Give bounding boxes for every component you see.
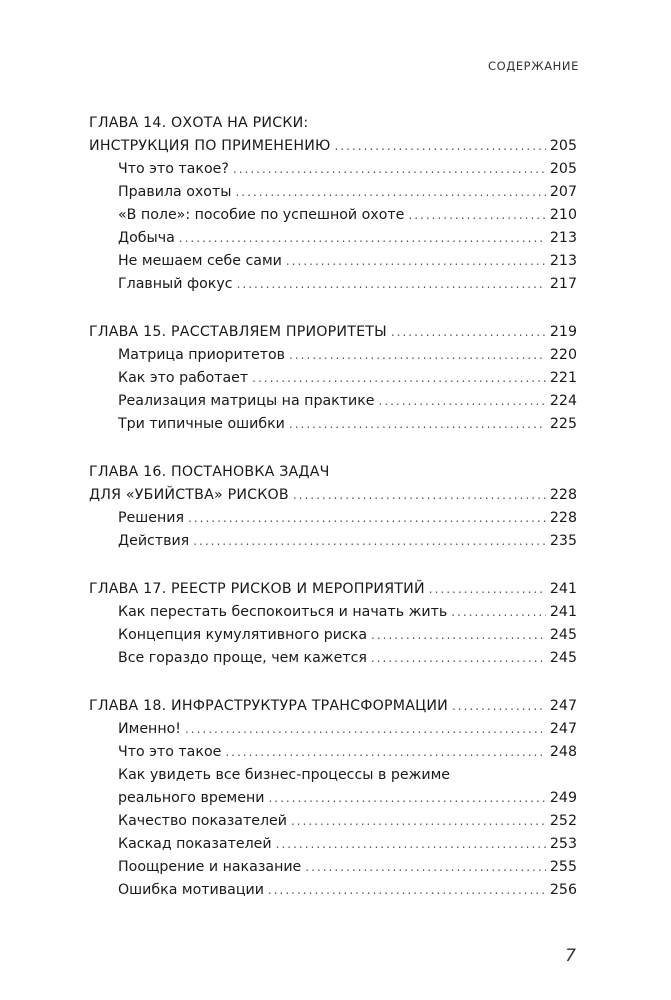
- toc-entry-page: 248: [549, 744, 577, 760]
- chapter-heading-title: ИНСТРУКЦИЯ ПО ПРИМЕНЕНИЮ: [89, 138, 331, 154]
- chapter-heading: [89, 112, 577, 135]
- dot-leader: [268, 787, 545, 810]
- toc-entry-title: Добыча: [118, 230, 175, 246]
- dot-leader: [429, 578, 546, 601]
- toc-entry-title: Ошибка мотивации: [118, 882, 264, 898]
- dot-leader: [371, 647, 546, 670]
- chapter-heading: [89, 461, 577, 484]
- toc-entry-title: Как увидеть все бизнес-процессы в режиме: [118, 767, 451, 783]
- toc-entry: [89, 344, 577, 367]
- toc-entry: [89, 158, 577, 181]
- toc-entry-title: Качество показателей: [118, 813, 287, 829]
- toc-entry-page: 221: [549, 370, 577, 386]
- dot-leader: [185, 718, 546, 741]
- toc-entry-page: 225: [549, 416, 577, 432]
- chapter-heading: [89, 484, 577, 507]
- chapter-heading: [89, 321, 577, 344]
- toc-chapter: [89, 112, 577, 296]
- toc-entry-page: 207: [549, 184, 577, 200]
- toc-entry: [89, 601, 577, 624]
- toc-entry: [89, 204, 577, 227]
- toc-entry-page: 217: [549, 276, 577, 292]
- toc-entry-page: 245: [549, 650, 577, 666]
- toc-entry-title: Не мешаем себе сами: [118, 253, 282, 269]
- toc-entry: [89, 856, 577, 879]
- toc-entry-title: Все гораздо проще, чем кажется: [118, 650, 367, 666]
- toc-entry-page: 255: [549, 859, 577, 875]
- chapter-heading: [89, 578, 577, 601]
- toc-entry: [89, 413, 577, 436]
- dot-leader: [233, 158, 546, 181]
- toc-entry: [89, 507, 577, 530]
- toc-entry-page: 213: [549, 253, 577, 269]
- toc-entry-title: Именно!: [118, 721, 181, 737]
- dot-leader: [379, 390, 546, 413]
- toc-entry: [89, 390, 577, 413]
- toc-entry-page: 252: [549, 813, 577, 829]
- dot-leader: [179, 227, 546, 250]
- toc-entry: [89, 810, 577, 833]
- page-number: 7: [565, 946, 576, 966]
- toc-entry-title: реального времени: [118, 790, 265, 806]
- toc-entry-title: Как это работает: [118, 370, 249, 386]
- toc-entry-page: 228: [549, 510, 577, 526]
- toc-entry-title: Что это такое?: [118, 161, 229, 177]
- toc-entry-title: Что это такое: [118, 744, 222, 760]
- toc-chapter: [89, 321, 577, 436]
- toc-entry: [89, 647, 577, 670]
- chapter-heading-page: 247: [549, 698, 577, 714]
- dot-leader: [305, 856, 546, 879]
- toc-entry: [89, 181, 577, 204]
- toc-entry-title: Поощрение и наказание: [118, 859, 302, 875]
- toc-chapter: [89, 578, 577, 670]
- chapter-heading-page: 205: [549, 138, 577, 154]
- toc-entry-title: «В поле»: пособие по успешной охоте: [118, 207, 405, 223]
- toc-entry: [89, 833, 577, 856]
- toc-entry-page: 253: [549, 836, 577, 852]
- chapter-heading-title: ГЛАВА 17. РЕЕСТР РИСКОВ И МЕРОПРИЯТИЙ: [89, 581, 425, 597]
- toc-entry: [89, 624, 577, 647]
- chapter-heading-title: ГЛАВА 14. ОХОТА НА РИСКИ:: [89, 115, 309, 131]
- toc-entry: [89, 367, 577, 390]
- toc-entry-page: 210: [549, 207, 577, 223]
- toc-entry-page: 241: [549, 604, 577, 620]
- dot-leader: [293, 484, 546, 507]
- dot-leader: [289, 413, 546, 436]
- toc-entry: [89, 741, 577, 764]
- table-of-contents: [89, 112, 577, 927]
- chapter-heading: [89, 695, 577, 718]
- chapter-heading-title: ДЛЯ «УБИЙСТВА» РИСКОВ: [89, 487, 289, 503]
- toc-entry: [89, 787, 577, 810]
- chapter-heading-page: 219: [549, 324, 577, 340]
- dot-leader: [286, 250, 546, 273]
- dot-leader: [289, 344, 546, 367]
- toc-entry: [89, 718, 577, 741]
- chapter-heading: [89, 135, 577, 158]
- toc-entry-title: Три типичные ошибки: [118, 416, 285, 432]
- toc-entry-page: 245: [549, 627, 577, 643]
- dot-leader: [371, 624, 546, 647]
- toc-entry-title: Концепция кумулятивного риска: [118, 627, 368, 643]
- toc-entry-title: Действия: [118, 533, 190, 549]
- toc-entry-title: Каскад показателей: [118, 836, 272, 852]
- toc-entry-title: Как перестать беспокоиться и начать жить: [118, 604, 448, 620]
- dot-leader: [237, 273, 546, 296]
- toc-chapter: [89, 461, 577, 553]
- dot-leader: [335, 135, 546, 158]
- dot-leader: [408, 204, 546, 227]
- toc-entry: [89, 250, 577, 273]
- toc-entry-title: Реализация матрицы на практике: [118, 393, 375, 409]
- dot-leader: [225, 741, 546, 764]
- toc-entry-page: 256: [549, 882, 577, 898]
- dot-leader: [268, 879, 546, 902]
- toc-entry-title: Правила охоты: [118, 184, 232, 200]
- chapter-heading-title: ГЛАВА 15. РАССТАВЛЯЕМ ПРИОРИТЕТЫ: [89, 324, 387, 340]
- dot-leader: [193, 530, 546, 553]
- dot-leader: [451, 601, 546, 624]
- chapter-heading-page: 228: [549, 487, 577, 503]
- toc-entry: [89, 879, 577, 902]
- toc-entry-page: 247: [549, 721, 577, 737]
- toc-entry-page: 205: [549, 161, 577, 177]
- toc-entry: [89, 530, 577, 553]
- dot-leader: [291, 810, 546, 833]
- toc-entry-title: Решения: [118, 510, 185, 526]
- toc-chapter: [89, 695, 577, 902]
- dot-leader: [452, 695, 546, 718]
- toc-entry-page: 235: [549, 533, 577, 549]
- chapter-heading-page: 241: [549, 581, 577, 597]
- toc-entry-page: 249: [549, 790, 577, 806]
- running-header: СОДЕРЖАНИЕ: [487, 59, 579, 73]
- dot-leader: [276, 833, 546, 856]
- dot-leader: [188, 507, 546, 530]
- dot-leader: [252, 367, 546, 390]
- dot-leader: [391, 321, 546, 344]
- toc-entry-title: Главный фокус: [118, 276, 233, 292]
- toc-entry-page: 213: [549, 230, 577, 246]
- toc-entry: [89, 273, 577, 296]
- toc-entry-title: Матрица приоритетов: [118, 347, 285, 363]
- toc-entry-page: 220: [549, 347, 577, 363]
- dot-leader: [235, 181, 545, 204]
- toc-entry-page: 224: [549, 393, 577, 409]
- toc-entry: [89, 764, 577, 787]
- chapter-heading-title: ГЛАВА 16. ПОСТАНОВКА ЗАДАЧ: [89, 464, 330, 480]
- toc-entry: [89, 227, 577, 250]
- chapter-heading-title: ГЛАВА 18. ИНФРАСТРУКТУРА ТРАНСФОРМАЦИИ: [89, 698, 448, 714]
